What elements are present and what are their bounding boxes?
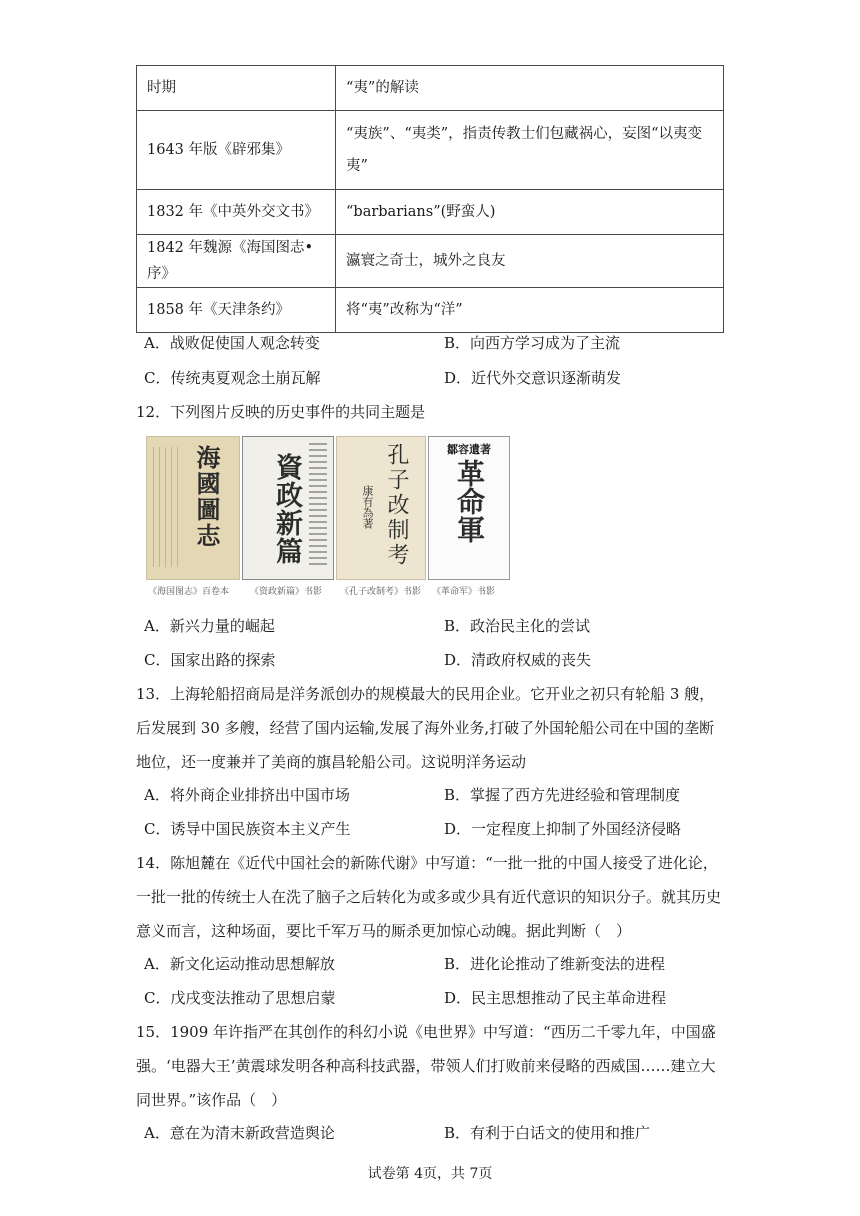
q13-option-b: B．掌握了西方先进经验和管理制度 bbox=[444, 786, 681, 804]
book-title: 海國圖志 bbox=[192, 445, 221, 549]
q14-option-b: B．进化论推动了维新变法的进程 bbox=[444, 955, 666, 973]
table-cell: 1643 年版《辟邪集》 bbox=[137, 111, 336, 190]
table-row bbox=[137, 235, 724, 288]
table-header-row bbox=[137, 66, 724, 111]
book-author: 鄒容遺著 bbox=[447, 443, 491, 456]
book-title: 革命軍 bbox=[453, 459, 486, 543]
q15-option-a: A．意在为清末新政营造舆论 bbox=[144, 1124, 335, 1142]
table-cell: 1842 年魏源《海国图志•序》 bbox=[137, 235, 336, 288]
q12-option-b: B．政治民主化的尝试 bbox=[444, 617, 591, 635]
q12-option-a: A．新兴力量的崛起 bbox=[144, 617, 275, 635]
book-cover-kongzigaizhikao bbox=[336, 436, 426, 580]
table-row bbox=[137, 190, 724, 235]
image-caption: 《革命军》书影 bbox=[432, 587, 496, 597]
book-cover-haiguotuzhi bbox=[146, 436, 240, 580]
q14-option-c: C．戊戌变法推动了思想启蒙 bbox=[144, 989, 336, 1007]
table-row bbox=[137, 111, 724, 190]
q15-stem: 15．1909 年许指严在其创作的科幻小说《电世界》中写道：“西历二千零九年，中国盛强。‘电器大王’黄震球发明各种高科技武器，带领人们打败前来侵略的西威国……建立大同世界。”该作品（ ） bbox=[136, 1023, 716, 1109]
q13-option-a: A．将外商企业排挤出中国市场 bbox=[144, 786, 350, 804]
q14-stem: 14．陈旭麓在《近代中国社会的新陈代谢》中写道：“一批一批的中国人接受了进化论，一批一批的传统士人在洗了脑子之后转化为或多或少具有近代意识的知识分子。就其历史意义而言，这种场面，要比千军万马的厮杀更加惊心动魄。据此判断（ ） bbox=[136, 854, 722, 940]
table-cell: 将“夷”改称为“洋” bbox=[336, 288, 724, 333]
page-footer: 试卷第 4页，共 7页 bbox=[367, 1166, 493, 1182]
q13-option-d: D．一定程度上抑制了外国经济侵略 bbox=[444, 820, 682, 838]
table-header-cell: 时期 bbox=[137, 66, 336, 111]
book-cover-zizhengxinpian bbox=[242, 436, 334, 580]
q11-option-a: A．战败促使国人观念转变 bbox=[144, 334, 320, 352]
table-cell: 1832 年《中英外交文书》 bbox=[137, 190, 336, 235]
table-cell: 1858 年《天津条约》 bbox=[137, 288, 336, 333]
image-caption: 《孔子改制考》书影 bbox=[340, 587, 422, 597]
book-cover-gemingjun bbox=[428, 436, 510, 580]
table-cell: “barbarians”(野蛮人) bbox=[336, 190, 724, 235]
table-cell: “夷族”、“夷类”，指责传教士们包藏祸心，妄图“以夷变夷” bbox=[336, 111, 724, 190]
book-title: 資政新篇 bbox=[271, 453, 302, 565]
q11-option-b: B．向西方学习成为了主流 bbox=[444, 334, 621, 352]
table-row bbox=[137, 288, 724, 333]
q13-option-c: C．诱导中国民族资本主义产生 bbox=[144, 820, 351, 838]
q13-stem: 13．上海轮船招商局是洋务派创办的规模最大的民用企业。它开业之初只有轮船 3 艘，后发展到 30 多艘，经营了国内运输,发展了海外业务,打破了外国轮船公司在中国的垄断地位，还一度兼并了美商的旗昌轮船公司。这说明洋务运动 bbox=[136, 685, 715, 771]
book-author: 康有為著 bbox=[361, 485, 374, 529]
image-caption: 《资政新篇》书影 bbox=[250, 587, 323, 597]
q14-option-d: D．民主思想推动了民主革命进程 bbox=[444, 989, 667, 1007]
q14-option-a: A．新文化运动推动思想解放 bbox=[144, 955, 335, 973]
book-images bbox=[146, 436, 510, 596]
decorative-text-columns bbox=[309, 443, 327, 569]
table-header-cell: “夷”的解读 bbox=[336, 66, 724, 111]
q11-option-d: D．近代外交意识逐渐萌发 bbox=[444, 369, 622, 387]
comparison-table bbox=[136, 65, 724, 333]
image-caption: 《海国图志》百卷本 bbox=[148, 587, 230, 597]
q12-stem: 12．下列图片反映的历史事件的共同主题是 bbox=[136, 403, 426, 421]
q12-option-c: C．国家出路的探索 bbox=[144, 651, 276, 669]
q15-option-b: B．有利于白话文的使用和推广 bbox=[444, 1124, 651, 1142]
decorative-text-columns bbox=[153, 447, 183, 567]
q11-option-c: C．传统夷夏观念土崩瓦解 bbox=[144, 369, 321, 387]
q12-option-d: D．清政府权威的丧失 bbox=[444, 651, 592, 669]
book-title: 孔子改制考 bbox=[384, 443, 409, 568]
table-cell: 瀛寰之奇士，城外之良友 bbox=[336, 235, 724, 288]
